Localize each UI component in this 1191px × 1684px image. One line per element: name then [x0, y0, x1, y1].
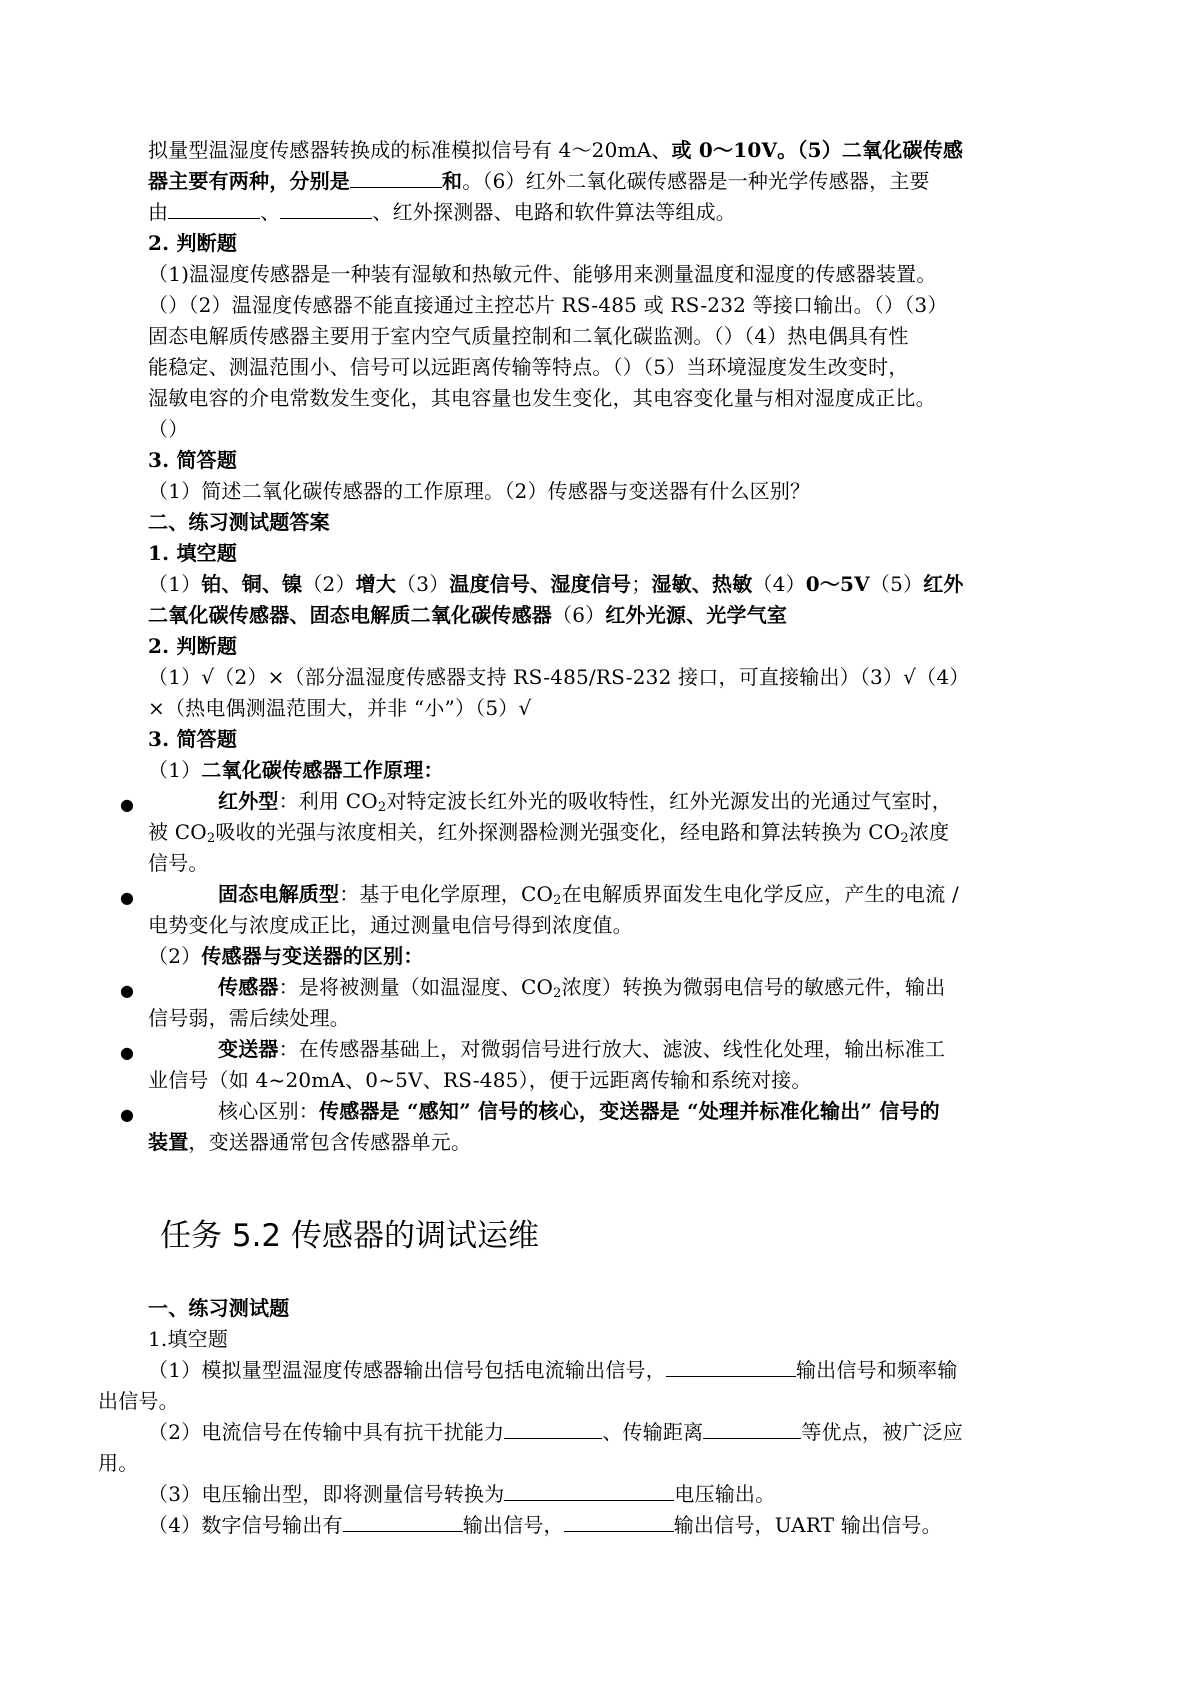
- answers-judge-heading: 2. 判断题: [148, 634, 238, 658]
- text: 被 CO: [148, 820, 207, 844]
- answer-blank: [343, 1511, 463, 1532]
- subscript: 2: [553, 986, 562, 1001]
- text: ：是将被测量（如温湿度、CO: [278, 975, 554, 999]
- text: （2）: [148, 944, 202, 968]
- judge-line: 能稳定、测温范围小、信号可以远距离传输等特点。（）（5）当环境湿度发生改变时，: [148, 355, 909, 379]
- short-line: （1）简述二氧化碳传感器的工作原理。（2）传感器与变送器有什么区别？: [148, 479, 811, 503]
- subscript: 2: [900, 831, 909, 846]
- fill-line-1: [148, 135, 1078, 166]
- answer-blank: [504, 1480, 674, 1501]
- text: 输出信号和频率输: [795, 1358, 958, 1382]
- text: （2）电流信号在传输中具有抗干扰能力: [148, 1420, 505, 1444]
- text: （1）模拟量型温湿度传感器输出信号包括电流输出信号，: [148, 1358, 666, 1382]
- text-bold: 传感器是 “感知” 信号的核心，变送器是 “处理并标准化输出” 信号的: [319, 1099, 940, 1123]
- answers-q1-title: [148, 755, 1078, 786]
- answer-text-bold: 增大: [355, 572, 397, 596]
- task-section-heading: 一、练习测试题: [148, 1296, 290, 1320]
- text-bold: 二氧化碳传感器工作原理：: [201, 758, 444, 782]
- text: ：基于电化学原理，CO: [339, 882, 554, 906]
- subscript: 2: [206, 831, 216, 846]
- answer-blank: [280, 198, 372, 219]
- answer-text: （2）: [302, 572, 356, 596]
- text: （1）: [148, 758, 202, 782]
- answer-text: （6）: [552, 603, 606, 627]
- answers-fill-line-2: [148, 600, 1078, 631]
- task-q1-line-1: [148, 1355, 1078, 1386]
- text: 拟量型温湿度传感器转换成的标准模拟信号有 4～20mA、: [148, 138, 672, 162]
- answers-judge-line: （1）√（2）×（部分温湿度传感器支持 RS-485/RS-232 接口，可直接输出）（3）√（4）: [148, 665, 970, 689]
- answer-text: （1）: [148, 572, 202, 596]
- judge-line: 湿敏电容的介电常数发生变化，其电容量也发生变化，其电容变化量与相对湿度成正比。: [148, 386, 936, 410]
- answer-text: （4）: [752, 572, 806, 596]
- answer-blank: [703, 1418, 801, 1439]
- text: 浓度: [908, 820, 950, 844]
- text: 输出信号，: [462, 1513, 564, 1537]
- answer-text-bold: 0～5V: [805, 572, 870, 596]
- answer-text-bold: 二氧化碳传感器、固态电解质二氧化碳传感器: [148, 603, 552, 627]
- task-fill-heading: 1.填空题: [148, 1327, 229, 1351]
- text: 电压输出。: [674, 1482, 776, 1506]
- transmitter-line-1: [148, 1034, 1078, 1065]
- answer-blank: [666, 1356, 796, 1377]
- text: 在电解质界面发生电化学反应，产生的电流 /: [561, 882, 959, 906]
- judge-line: （）: [148, 417, 189, 441]
- answer-text-bold: 温度信号、湿度信号: [449, 572, 632, 596]
- task-q2-line-2: 用。: [98, 1451, 139, 1475]
- judge-line: （）（2）温湿度传感器不能直接通过主控芯片 RS-485 或 RS-232 等接口输出。（）（3）: [148, 293, 948, 317]
- ir-line-3: 信号。: [148, 851, 209, 875]
- core-line-2: [148, 1127, 1078, 1158]
- task-q1-line-2: 出信号。: [98, 1389, 179, 1413]
- text: 。（6）红外二氧化碳传感器是一种光学传感器，主要: [462, 169, 930, 193]
- answer-text-bold: 红外光源、光学气室: [605, 603, 788, 627]
- answer-blank: [168, 198, 260, 219]
- answers-judge-line: ×（热电偶测温范围大，并非 “小”）（5）√: [148, 696, 532, 720]
- answer-blank: [504, 1418, 602, 1439]
- bullet-icon: ●: [120, 1043, 134, 1062]
- task-q4-line: [148, 1510, 1078, 1541]
- answer-text-bold: 湿敏、热敏: [651, 572, 753, 596]
- answer-text: （5）: [869, 572, 924, 596]
- text: 、: [260, 200, 281, 224]
- answer-text: ；: [631, 572, 652, 596]
- bullet-icon: ●: [120, 795, 134, 814]
- bullet-icon: ●: [120, 888, 134, 907]
- answer-blank: [564, 1511, 674, 1532]
- text: 、红外探测器、电路和软件算法等组成。: [372, 200, 737, 224]
- subscript: 2: [377, 800, 387, 815]
- text: 浓度）转换为微弱电信号的敏感元件，输出: [561, 975, 946, 999]
- text-bold: 或 0～10V。（5）二氧化碳传感: [671, 138, 964, 162]
- se-line-2: 电势变化与浓度成正比，通过测量电信号得到浓度值。: [148, 913, 633, 937]
- text: 吸收的光强与浓度相关，红外探测器检测光强变化，经电路和算法转换为 CO: [215, 820, 901, 844]
- text: 、传输距离: [602, 1420, 704, 1444]
- text-bold: 装置: [148, 1130, 189, 1154]
- text: ，变送器通常包含传感器单元。: [188, 1130, 472, 1154]
- sensor-line-2: 信号弱，需后续处理。: [148, 1006, 350, 1030]
- bullet-icon: ●: [120, 981, 134, 1000]
- task-q3-line: [148, 1479, 1078, 1510]
- judge-line: （1)温湿度传感器是一种装有湿敏和热敏元件、能够用来测量温度和湿度的传感器装置。: [148, 262, 937, 286]
- text: ：在传感器基础上，对微弱信号进行放大、滤波、线性化处理，输出标准工: [278, 1037, 946, 1061]
- bullet-icon: ●: [120, 1105, 134, 1124]
- label-bold: 红外型: [218, 789, 279, 813]
- text: （3）电压输出型，即将测量信号转换为: [148, 1482, 505, 1506]
- text: 对特定波长红外光的吸收特性，红外光源发出的光通过气室时，: [386, 789, 952, 813]
- task-title: 任务 5.2 传感器的调试运维: [160, 1218, 540, 1254]
- text: 核心区别：: [218, 1099, 319, 1123]
- judge-heading: 2. 判断题: [148, 231, 238, 255]
- fill-line-3: [148, 197, 1078, 228]
- answer-text: （3）: [396, 572, 450, 596]
- label-bold: 固态电解质型: [218, 882, 340, 906]
- text: 等优点，被广泛应: [801, 1420, 963, 1444]
- judge-line: 固态电解质传感器主要用于室内空气质量控制和二氧化碳监测。（）（4）热电偶具有性: [148, 324, 909, 348]
- text: （4）数字信号输出有: [148, 1513, 343, 1537]
- text-bold: 和: [442, 169, 463, 193]
- label-bold: 变送器: [218, 1037, 279, 1061]
- text-bold: 器主要有两种，分别是: [148, 169, 350, 193]
- answers-heading: 二、练习测试题答案: [148, 510, 330, 534]
- short-heading: 3. 简答题: [148, 448, 238, 472]
- text: 由: [148, 200, 169, 224]
- text-bold: 传感器与变送器的区别：: [201, 944, 424, 968]
- text: ：利用 CO: [278, 789, 378, 813]
- answer-text-bold: 铂、铜、镍: [201, 572, 303, 596]
- subscript: 2: [553, 893, 562, 908]
- core-line-1: [148, 1096, 1078, 1127]
- task-q2-line-1: [148, 1417, 1078, 1448]
- fill-line-2: [148, 166, 1078, 197]
- answers-fill-heading: 1. 填空题: [148, 541, 238, 565]
- answers-q2-title: [148, 941, 1078, 972]
- answer-blank: [350, 167, 442, 188]
- transmitter-line-2: 业信号（如 4~20mA、0~5V、RS-485），便于远距离传输和系统对接。: [148, 1068, 812, 1092]
- answer-text-bold: 红外: [923, 572, 964, 596]
- label-bold: 传感器: [218, 975, 279, 999]
- answers-short-heading: 3. 简答题: [148, 727, 238, 751]
- text: 输出信号，UART 输出信号。: [673, 1513, 942, 1537]
- answers-fill-line-1: [148, 569, 1078, 600]
